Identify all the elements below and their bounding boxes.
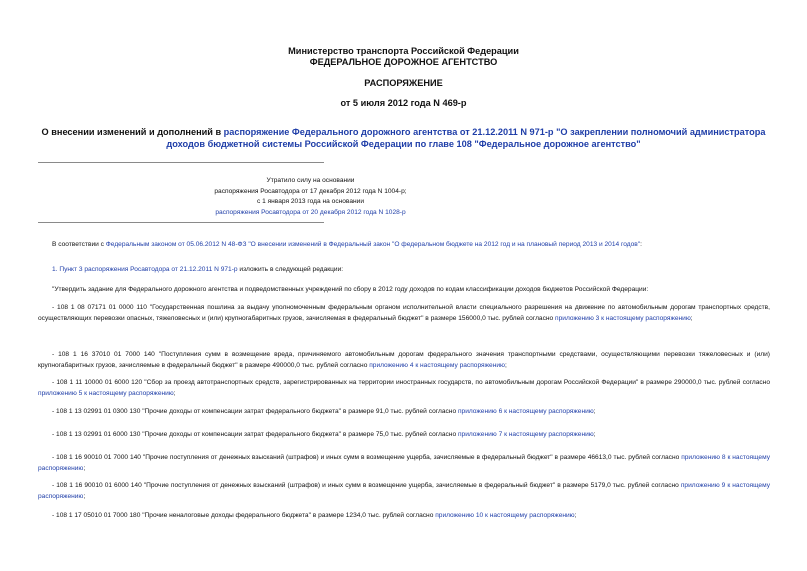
top-divider <box>38 162 324 163</box>
status-note <box>38 176 583 218</box>
list-item: - 108 1 13 02991 01 0300 130 "Прочие доходы от компенсации затрат федерального бюджета" в размере 91,0 тыс. рублей согласно приложению 6 к настоящему распоряжению; <box>52 408 596 415</box>
appendix-4-link[interactable]: приложению 4 к настоящему распоряжению <box>369 361 505 369</box>
list-item: - 108 1 16 37010 01 7000 140 "Поступления сумм в возмещение вреда, причиняемого автомобильным дорогам федерального значения транспортными средствами, осуществляющими перевозки тяжеловесных и (или) крупногабаритных грузов, зачисляемые в федеральный бюджет" в размере 490000,0 тыс. рублей согласно приложению 4 к настоящему распоряжению; <box>38 351 770 369</box>
title-prefix: О внесении изменений и дополнений в <box>41 127 224 137</box>
agency-name: ФЕДЕРАЛЬНОЕ ДОРОЖНОЕ АГЕНТСТВО <box>309 57 498 67</box>
item-1-link[interactable]: 1. Пункт 3 распоряжения Росавтодора от 21.12.2011 N 971-р <box>52 266 238 273</box>
appendix-6-link[interactable]: приложению 6 к настоящему распоряжению <box>457 408 594 415</box>
status-note-line-3: с 1 января 2013 года на основании <box>256 198 365 205</box>
title-link[interactable]: распоряжение Федерального дорожного агентства от 21.12.2011 N 971-р "О закреплении полномочий администратора доходов бюджетной системы Российской Федерации по главе 108 "Федеральное дорожное агентство" <box>166 127 766 149</box>
document-type: РАСПОРЯЖЕНИЕ <box>364 78 443 88</box>
federal-law-link[interactable]: Федеральным законом от 05.06.2012 N 48-ФЗ "О внесении изменений в Федеральный закон "О федеральном бюджете на 2012 год и на плановый период 2013 и 2014 годов" <box>105 241 641 248</box>
status-note-link[interactable]: распоряжения Росавтодора от 20 декабря 2012 года N 1028-р <box>215 208 406 216</box>
intro-paragraph: В соответствии с Федеральным законом от 05.06.2012 N 48-ФЗ "О внесении изменений в Федеральный закон "О федеральном бюджете на 2012 год и на плановый период 2013 и 2014 годов": <box>52 241 642 248</box>
list-item: - 108 1 17 05010 01 7000 180 "Прочие неналоговые доходы федерального бюджета" в размере 1234,0 тыс. рублей согласно приложению 10 к настоящему распоряжению; <box>52 512 577 519</box>
list-item: - 108 1 13 02991 01 6000 130 "Прочие доходы от компенсации затрат федерального бюджета" в размере 75,0 тыс. рублей согласно приложению 7 к настоящему распоряжению; <box>52 431 596 438</box>
appendix-9-link[interactable]: приложению 9 к настоящему распоряжению <box>38 482 770 500</box>
appendix-3-link[interactable]: приложению 3 к настоящему распоряжению <box>555 314 691 322</box>
document-title <box>40 126 767 150</box>
appendix-8-link[interactable]: приложению 8 к настоящему распоряжению <box>38 454 770 472</box>
list-item: - 108 1 16 90010 01 6000 140 "Прочие поступления от денежных взысканий (штрафов) и иных сумм в возмещение ущерба, зачисляемые в федеральный бюджет" в размере 5179,0 тыс. рублей согласно приложению 9 к настоящему распоряжению; <box>38 482 770 500</box>
appendix-5-link[interactable]: приложению 5 к настоящему распоряжению <box>38 389 174 397</box>
appendix-7-link[interactable]: приложению 7 к настоящему распоряжению <box>457 431 594 438</box>
document-date: от 5 июля 2012 года N 469-р <box>340 98 467 108</box>
list-item: - 108 1 11 10000 01 6000 120 "Сбор за проезд автотранспортных средств, зарегистрированных на территории иностранных государств, по автомобильным дорогам Российской Федерации" в размере 290000,0 тыс. рублей согласно приложению 5 к настоящему распоряжению; <box>38 379 770 397</box>
list-item: - 108 1 16 90010 01 7000 140 "Прочие поступления от денежных взысканий (штрафов) и иных сумм в возмещение ущерба, зачисляемые в федеральный бюджет" в размере 46613,0 тыс. рублей согласно приложению 8 к настоящему распоряжению; <box>38 454 770 472</box>
ministry-name: Министерство транспорта Российской Федерации <box>288 46 519 56</box>
status-note-line-1: Утратило силу на основании <box>266 177 355 184</box>
item-1-paragraph: 1. Пункт 3 распоряжения Росавтодора от 21.12.2011 N 971-р изложить в следующей редакции: <box>52 266 344 273</box>
bottom-divider <box>38 222 324 223</box>
status-note-line-2: распоряжения Росавтодора от 17 декабря 2012 года N 1004-р; <box>214 187 407 195</box>
quote-intro: "Утвердить задание для Федерального дорожного агентства и подведомственных учреждений по сбору в 2012 году доходов по кодам классификации доходов бюджетов Российской Федерации: <box>52 286 649 293</box>
list-item: - 108 1 08 07171 01 0000 110 "Государственная пошлина за выдачу уполномоченным федеральным органом исполнительной власти специального разрешения на движение по автомобильным дорогам транспортных средств, осуществляющих перевозки опасных, тяжеловесных и (или) крупногабаритных грузов, зачисляемая в федеральный бюджет" в размере 156000,0 тыс. рублей согласно приложению 3 к настоящему распоряжению; <box>38 304 770 322</box>
appendix-10-link[interactable]: приложению 10 к настоящему распоряжению <box>435 512 575 519</box>
